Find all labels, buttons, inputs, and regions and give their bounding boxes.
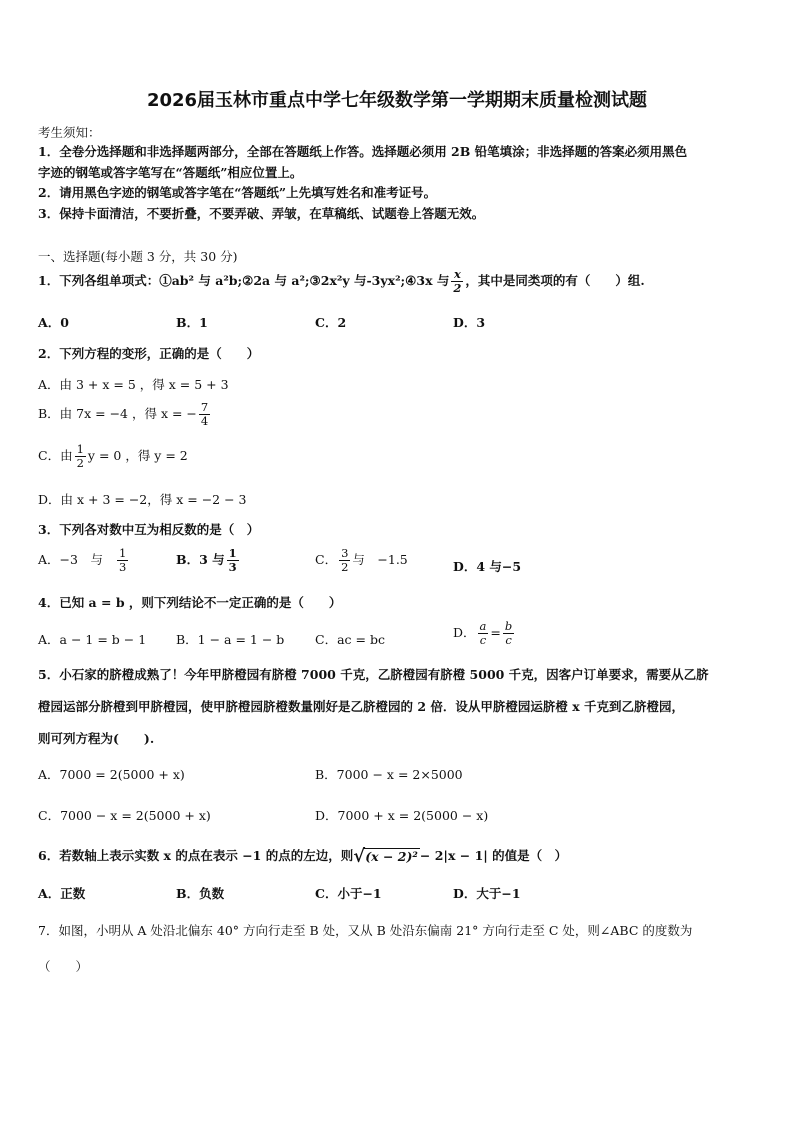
section-heading: 一、选择题(每小题 3 分，共 30 分) <box>38 249 238 264</box>
question-7-line-1: 7．如图，小明从 A 处沿北偏东 40° 方向行走至 B 处，又从 B 处沿东偏南 21° 方向行走至 C 处，则∠ABC 的度数为 <box>38 923 693 938</box>
q3-option-a[interactable] <box>38 547 130 574</box>
q3-option-b[interactable] <box>176 547 241 574</box>
q2-b-num: 7 <box>200 400 209 414</box>
q6-option-b[interactable]: B．负数 <box>176 886 225 901</box>
q4-d-equals: = <box>490 625 501 640</box>
q2-option-c[interactable] <box>38 443 188 470</box>
q2-c-num: 1 <box>76 442 84 456</box>
notice-item-3: 3．保持卡面清洁，不要折叠，不要弄破、弄皱，在草稿纸、试题卷上答题无效。 <box>38 206 485 221</box>
q5-option-c[interactable]: C．7000 − x = 2(5000 + x) <box>38 808 211 823</box>
q3-a-den: 3 <box>118 560 127 574</box>
q1-frac-num: x <box>451 268 463 282</box>
question-5-line-3: 则可列方程为( ). <box>38 731 155 746</box>
q2-c-tail: y = 0 ，得 y = 2 <box>87 448 188 463</box>
question-6-stem <box>38 846 568 867</box>
q2-c-den: 2 <box>76 456 84 470</box>
q4-option-c[interactable]: C．ac = bc <box>315 632 385 647</box>
notice-item-2: 2．请用黑色字迹的钢笔或答字笔在“答题纸”上先填写姓名和准考证号。 <box>38 185 437 200</box>
q5-option-d[interactable]: D．7000 + x = 2(5000 − x) <box>315 808 489 823</box>
q4-d-den2: c <box>505 633 512 647</box>
q3-option-d[interactable]: D．4 与−5 <box>453 559 522 574</box>
q1-option-c[interactable]: C．2 <box>315 315 347 330</box>
q3-c-den: 2 <box>341 560 349 574</box>
q3-c-fraction <box>339 547 350 574</box>
q2-option-a[interactable]: A．由 3 + x = 5 ，得 x = 5 + 3 <box>38 377 229 392</box>
q3-b-fraction <box>227 547 239 574</box>
question-5-line-1: 5．小石家的脐橙成熟了！今年甲脐橙园有脐橙 7000 千克，乙脐橙园有脐橙 5000 千克，因客户订单要求，需要从乙脐 <box>38 667 709 682</box>
q3-c-text: C． <box>315 552 338 567</box>
question-2-stem: 2．下列方程的变形，正确的是（ ） <box>38 346 260 361</box>
q5-option-b[interactable]: B．7000 − x = 2×5000 <box>315 767 463 782</box>
q6-sqrt <box>353 846 420 867</box>
q3-option-c[interactable] <box>315 547 408 574</box>
sqrt-icon: √ <box>353 846 366 867</box>
question-7-line-2: （ ） <box>38 959 89 974</box>
q1-option-d[interactable]: D．3 <box>453 315 486 330</box>
q2-option-b[interactable] <box>38 401 212 428</box>
q2-option-d[interactable]: D．由 x + 3 = −2，得 x = −2 − 3 <box>38 492 247 507</box>
question-4-stem: 4．已知 a = b ，则下列结论不一定正确的是（ ） <box>38 595 342 610</box>
q6-option-d[interactable]: D．大于−1 <box>453 886 521 901</box>
q4-d-label: D． <box>453 625 476 640</box>
q3-b-text: B．3 与 <box>176 552 225 567</box>
q3-c-num: 3 <box>341 546 349 560</box>
q6-option-a[interactable]: A．正数 <box>38 886 86 901</box>
q4-option-d[interactable] <box>453 620 516 647</box>
q4-option-a[interactable]: A．a − 1 = b − 1 <box>38 632 147 647</box>
q1-stem-text: 1．下列各组单项式：①ab² 与 a²b;②2a 与 a²;③2x²y 与-3yx²;④3x 与 <box>38 273 450 288</box>
q4-option-b[interactable]: B．1 − a = 1 − b <box>176 632 285 647</box>
q1-frac-den: 2 <box>453 281 462 295</box>
q1-fraction <box>451 268 463 295</box>
q3-b-num: 1 <box>228 546 237 560</box>
notice-item-1-cont: 字迹的钢笔或答字笔写在“答题纸”相应位置上。 <box>38 165 303 180</box>
q4-d-fraction-1 <box>478 620 489 647</box>
notice-heading: 考生须知： <box>38 125 101 140</box>
question-3-stem: 3．下列各对数中互为相反数的是（ ） <box>38 522 260 537</box>
q2-b-text: B．由 7x = −4 ，得 x = − <box>38 406 197 421</box>
q2-c-fraction <box>75 443 86 470</box>
q6-stem-tail: − 2|x − 1| 的值是（ ） <box>419 848 568 863</box>
q3-a-text: A．−3 与 <box>38 552 103 567</box>
question-5-line-2: 橙园运部分脐橙到甲脐橙园，使甲脐橙园脐橙数量刚好是乙脐橙园的 2 倍．设从甲脐橙园运脐橙 x 千克到乙脐橙园， <box>38 699 685 714</box>
q2-b-den: 4 <box>200 414 209 428</box>
q4-d-num1: a <box>479 619 487 633</box>
q6-option-c[interactable]: C．小于−1 <box>315 886 382 901</box>
q1-option-b[interactable]: B．1 <box>176 315 208 330</box>
q6-stem-text: 6．若数轴上表示实数 x 的点在表示 −1 的点的左边，则 <box>38 848 354 863</box>
q2-b-fraction <box>199 401 210 428</box>
q1-option-a[interactable]: A．0 <box>38 315 69 330</box>
q3-a-fraction <box>117 547 128 574</box>
q4-d-fraction-2 <box>503 620 514 647</box>
notice-item-1: 1．全卷分选择题和非选择题两部分，全部在答题纸上作答。选择题必须用 2B 铅笔填涂；非选择题的答案必须用黑色 <box>38 144 688 159</box>
q2-c-text: C．由 <box>38 448 73 463</box>
page-title: 2026届玉林市重点中学七年级数学第一学期期末质量检测试题 <box>146 90 648 111</box>
q3-a-num: 1 <box>118 546 127 560</box>
q3-b-den: 3 <box>228 560 237 574</box>
q1-stem-tail: ，其中是同类项的有（ ）组. <box>465 273 645 288</box>
q4-d-den1: c <box>479 633 487 647</box>
q3-c-tail: 与 −1.5 <box>352 552 408 567</box>
q5-option-a[interactable]: A．7000 = 2(5000 + x) <box>38 767 185 782</box>
question-1-stem <box>38 268 645 295</box>
q6-radicand: (x − 2)² <box>365 849 418 864</box>
q4-d-num2: b <box>504 619 513 633</box>
